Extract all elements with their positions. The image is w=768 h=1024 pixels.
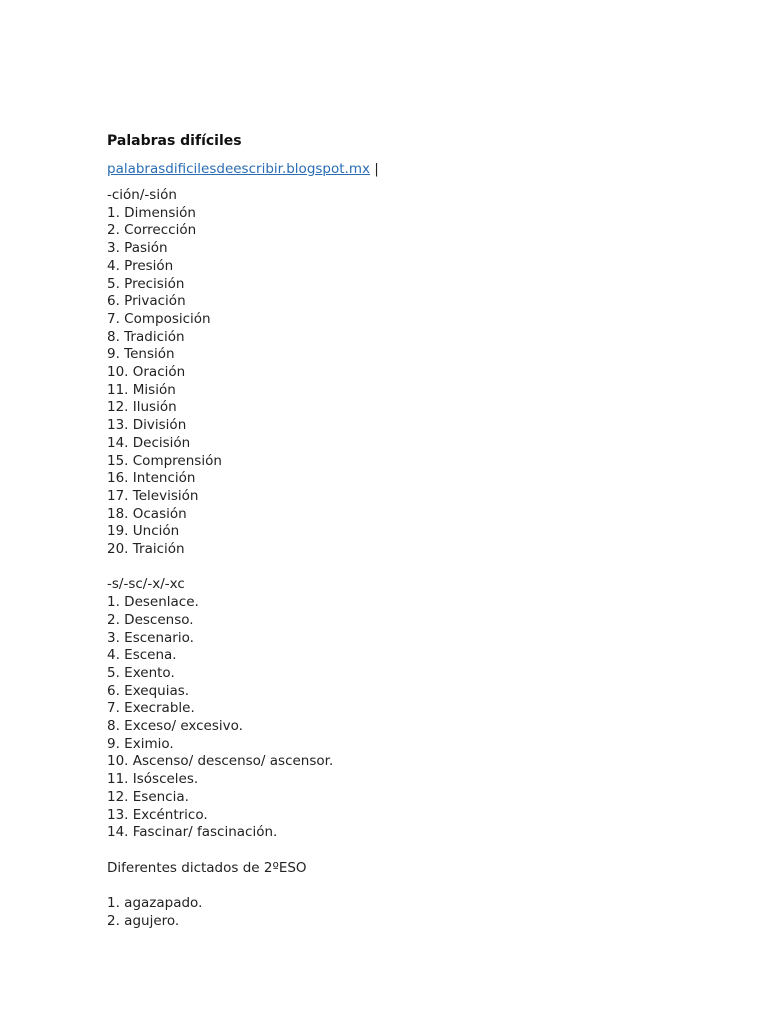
list-item: 12. Esencia.: [107, 788, 189, 805]
list-item: 8. Tradición: [107, 328, 185, 345]
list-item: 17. Televisión: [107, 487, 199, 504]
list-item: 5. Precisión: [107, 275, 185, 292]
list-item: 2. Descenso.: [107, 611, 194, 628]
list-item: 14. Fascinar/ fascinación.: [107, 824, 278, 841]
document-content: [107, 131, 707, 930]
list-item: 6. Exequias.: [107, 682, 190, 699]
list-item: 9. Tensión: [107, 346, 175, 363]
list-item: 18. Ocasión: [107, 505, 187, 522]
section-dictados: [107, 860, 707, 931]
list-item: 12. Ilusión: [107, 399, 177, 416]
blank-line: [107, 877, 707, 895]
list-item: 15. Comprensión: [107, 452, 222, 469]
list-item: 10. Ascenso/ descenso/ ascensor.: [107, 753, 334, 770]
list-item: 7. Execrable.: [107, 700, 195, 717]
link-separator: |: [369, 161, 379, 177]
section-heading: -ción/-sión: [107, 187, 177, 203]
list-item: 16. Intención: [107, 470, 196, 487]
list-item: 6. Privación: [107, 293, 186, 310]
list-item: 11. Misión: [107, 381, 176, 398]
section-heading: Diferentes dictados de 2ºESO: [107, 859, 307, 876]
list-item: 3. Escenario.: [107, 629, 194, 646]
list-item: 7. Composición: [107, 310, 211, 327]
list-item: 10. Oración: [107, 364, 186, 381]
list-item: 1. Desenlace.: [107, 594, 199, 611]
source-link-row: [107, 159, 707, 179]
list-item: 4. Presión: [107, 257, 174, 274]
section-s-sc-x-xc: [107, 576, 707, 842]
list-item: 20. Traición: [107, 541, 185, 558]
list-item: 1. agazapado.: [107, 895, 203, 912]
source-link[interactable]: palabrasdificilesdeescribir.blogspot.mx: [107, 161, 370, 177]
section-cion-sion: [107, 187, 707, 559]
list-item: 11. Isósceles.: [107, 771, 199, 788]
list-item: 13. Excéntrico.: [107, 806, 208, 823]
list-item: 3. Pasión: [107, 240, 168, 257]
list-item: 14. Decisión: [107, 434, 191, 451]
list-item: 2. agujero.: [107, 912, 180, 929]
document-title: Palabras difíciles: [107, 133, 242, 149]
list-item: 19. Unción: [107, 523, 180, 540]
blank-line: [107, 559, 707, 577]
list-item: 5. Exento.: [107, 664, 175, 681]
list-item: 8. Exceso/ excesivo.: [107, 718, 243, 735]
section-heading: -s/-sc/-x/-xc: [107, 576, 185, 593]
blank-line: [107, 842, 707, 860]
list-item: 4. Escena.: [107, 647, 177, 664]
list-item: 9. Eximio.: [107, 735, 174, 752]
list-item: 2. Corrección: [107, 222, 197, 239]
list-item: 13. División: [107, 417, 187, 434]
list-item: 1. Dimensión: [107, 204, 196, 221]
